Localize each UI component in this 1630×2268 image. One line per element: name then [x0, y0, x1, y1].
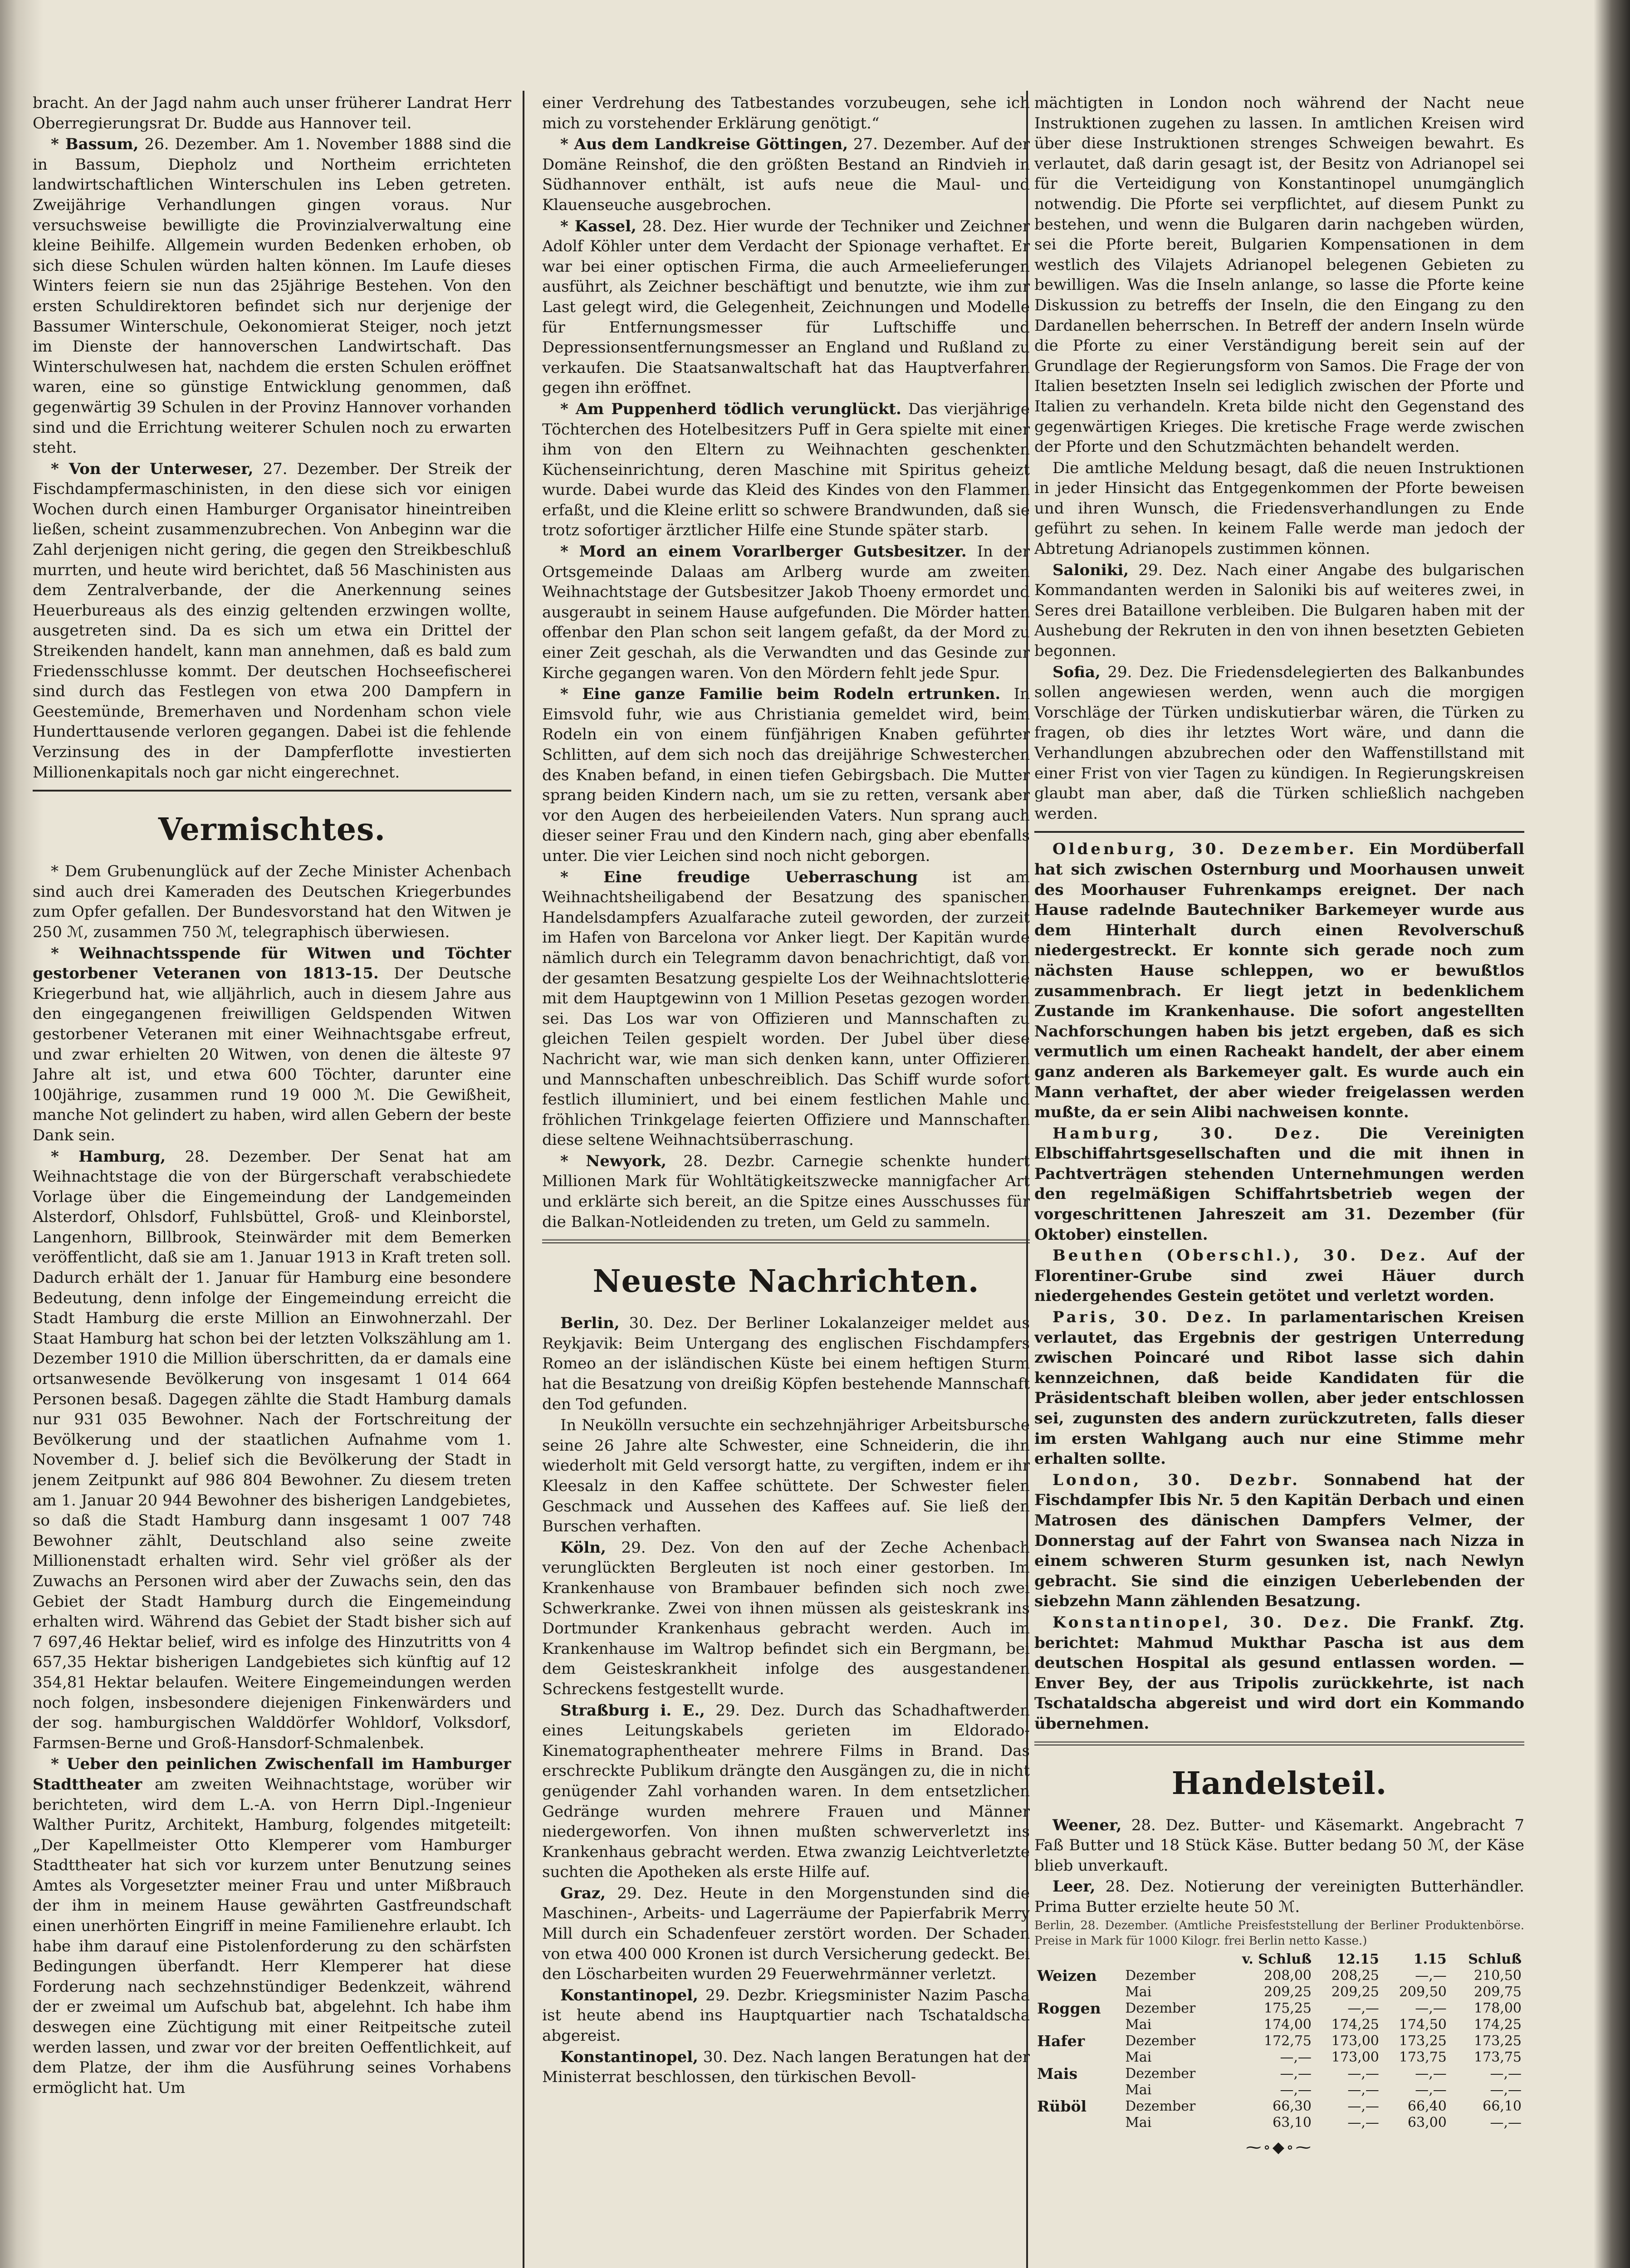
market-price: 63,10: [1273, 2115, 1312, 2131]
column-1: [33, 93, 511, 2268]
article-dateline: Leer,: [1052, 1877, 1096, 1896]
market-header-cell: 12.15: [1336, 1951, 1379, 1968]
market-price: 208,00: [1264, 1968, 1312, 1984]
article-text: In Eimsvold fuhr, wie aus Christiania gemeldet wird, beim Rodeln ein von einem fünfjährigen Knaben geführter Schlitten, auf dem sich noch das dreijährige Schwesterchen des Knaben befand, in einen tiefen Gebirgsbach. Die Mutter sprang beiden Kindern nach, um sie zu retten, versank aber vor den Augen des herbeieilenden Vaters. Nun sprang auch dieser seiner Frau und den Kindern nach, ging aber ebenfalls unter. Die vier Leichen sind noch nicht geborgen.: [542, 685, 1030, 865]
article-text: 28. Dezember. Der Senat hat am Weihnachtstage die von der Bürgerschaft verabschiedete Vorlage über die Eingemeindung der Landgemeinden Alsterdorf, Ohlsdorf, Fuhlsbüttel, Groß- und Kleinborstel, Langenhorn, Billbrook, Steinwärder mit dem Bemerken veröffentlicht, daß sie am 1. Januar 1913 in Kraft treten soll. Dadurch erhält der 1. Januar für Hamburg eine besondere Bedeutung, denn infolge der Eingemeindung erreicht die Stadt Hamburg die erste Million an Einwohnerzahl. Der Staat Hamburg hat schon bei der letzten Volkszählung am 1. Dezember 1910 die Million überschritten, da er damals eine ortsanwesende Bevölkerung von insgesamt 1 014 664 Personen besaß. Dagegen zählte die Stadt Hamburg damals nur 931 035 Bewohner. Nach der Fortschreitung der Bevölkerung und der staatlichen Aufnahme vom 1. November d. J. belief sich die Bevölkerung der Stadt in jenem Zeitpunkt auf 986 804 Bewohner. Zu diesem treten am 1. Januar 20 944 Bewohner des bisherigen Landgebietes, so daß die Stadt Hamburg dann insgesamt 1 007 748 Bewohner zählt, Deutschland also seine zweite Millionenstadt erhalten wird. Sehr viel größer als der Zuwachs an Personen wird aber der Zuwachs sein, den das Gebiet der Stadt Hamburg durch die Eingemeindung erhalten wird. Während das Gebiet der Stadt bisher sich auf 7 697,46 Hektar belief, wird es infolge des Hinzutritts von 4 657,35 Hektar bisherigen Landgebietes sich künftig auf 12 354,81 Hektar belaufen. Weitere Eingemeindungen werden noch folgen, insbesondere diejenigen Finkenwärders und der sog. hamburgischen Walddörfer Wohldorf, Volksdorf, Farmsen-Berne und Groß-Hansdorf-Schmalenbek.: [33, 1147, 511, 1752]
article: [542, 1701, 1030, 1882]
market-price: 208,25: [1331, 1968, 1379, 1984]
article-dateline: Sofia,: [1052, 663, 1101, 681]
article-text: In Neukölln versuchte ein sechzehnjähriger Arbeitsbursche seine 26 Jahre alte Schwester, eine Schneiderin, die ihn wiederholt mit Geld versorgt hatte, zu vergiften, indem er ihr Kleesalz in den Kaffee schüttete. Der Schwester fielen Geschmack und Aussehen des Kaffees auf. Sie ließ den Burschen verhaften.: [542, 1416, 1030, 1536]
article-text: Ein Mordüberfall hat sich zwischen Osternburg und Moorhausen unweit des Moorhauser Fuhrenkamps ereignet. Der nach Hause radelnde Bautechniker Barkemeyer wurde aus dem Hinterhalt durch einen Revolverschuß niedergestreckt. Er konnte sich gerade noch zum nächsten Hause schleppen, wo er bewußtlos zusammenbrach. Er liegt jetzt in bedenklichem Zustande im Krankenhause. Die sofort angestellten Nachforschungen haben bis jetzt ergeben, daß es sich vermutlich um einen Racheakt handelt, der aber einem ganz anderen als Barkemeyer galt. Es wurde auch ein Mann verhaftet, der aber wieder freigelassen werden mußte, da er sein Alibi nachweisen konnte.: [1034, 840, 1524, 1122]
market-row: [1034, 1968, 1524, 1984]
article-text: Sonnabend hat der Fischdampfer Ibis Nr. 5 den Kapitän Derbach und einen Matrosen des dänischen Dampfers Velmer, der Donnerstag auf der Fahrt von Swansea nach Nizza in einem schweren Sturm gesunken ist, nach Newlyn gebracht. Sie sind die einzigen Ueberlebenden der siebzehn Mann zählenden Besatzung.: [1034, 1471, 1524, 1611]
article-text: In parlamentarischen Kreisen verlautet, das Ergebnis der gestrigen Unterredung zwischen Poincaré und Ribot lasse sich dahin kennzeichnen, daß beide Kandidaten für die Präsidentschaft bleiben wollen, aber jeder entschlossen sei, zugunsten des andern zurückzutreten, falls dieser im ersten Wahlgang auch nur eine Stimme mehr erhalten sollte.: [1034, 1308, 1524, 1468]
market-price: 173,75: [1474, 2049, 1522, 2066]
article: [542, 216, 1030, 398]
market-price: 209,25: [1331, 1984, 1379, 2000]
article: [33, 459, 511, 783]
article: [33, 134, 511, 458]
article-dateline: * Eine ganze Familie beim Rodeln ertrunken.: [560, 685, 1001, 704]
article-dateline: Weener,: [1052, 1816, 1122, 1834]
article-dateline: Konstantinopel,: [560, 1986, 698, 2004]
article: [1034, 1307, 1524, 1469]
market-commodity: [1034, 1984, 1122, 2000]
article: [1034, 1877, 1524, 1917]
market-price: —,—: [1347, 2098, 1379, 2115]
market-commodity: [1034, 2049, 1122, 2066]
article: [542, 1151, 1030, 1232]
article-dateline: Saloniki,: [1052, 561, 1129, 579]
market-header-cell: Schluß: [1468, 1951, 1522, 1968]
market-delivery-month: Dezember: [1125, 2000, 1196, 2017]
article-dateline: Graz,: [560, 1884, 606, 1902]
article-dateline: * Eine freudige Ueberraschung: [560, 868, 918, 886]
market-price: —,—: [1490, 2066, 1522, 2082]
article-text: In der Ortsgemeinde Dalaas am Arlberg wurde am zweiten Weihnachtstage der Gutsbesitzer Jakob Thoeny ermordet und ausgeraubt in seinem Hause aufgefunden. Die Mörder hatten offenbar den Plan schon seit langem gefaßt, da der Mord zu einer Zeit geschah, als die Verwandten und das Gesinde zur Kirche gegangen waren. Von den Mördern fehlt jede Spur.: [542, 543, 1030, 682]
article-text: 30. Dez. Der Berliner Lokalanzeiger meldet aus Reykjavik: Beim Untergang des englischen Fischdampfers Romeo an der isländischen Küste bei einem heftigen Sturm hat die Besatzung von dreißig Köpfen bestehende Mannschaft den Tod gefunden.: [542, 1314, 1030, 1413]
column-2: [542, 93, 1030, 2268]
article-text: 28. Dez. Butter- und Käsemarkt. Angebracht 7 Faß Butter und 18 Stück Käse. Butter bedang 50 ℳ, der Käse blieb unverkauft.: [1034, 1816, 1524, 1875]
article-dateline: * Mord an einem Vorarlberger Gutsbesitzer.: [560, 543, 967, 561]
article-dateline: Oldenburg, 30. Dezember.: [1052, 840, 1357, 859]
market-price: 173,25: [1474, 2033, 1522, 2049]
article-dateline: * Von der Unterweser,: [51, 459, 254, 478]
market-price: 66,40: [1407, 2098, 1447, 2115]
article: [1034, 1613, 1524, 1734]
market-price: —,—: [1280, 2049, 1312, 2066]
article-text: Auf der Florentiner-Grube sind zwei Häuer durch niedergehendes Gestein getötet und verletzt worden.: [1034, 1246, 1524, 1305]
article-text: bracht. An der Jagd nahm auch unser früherer Landrat Herr Oberregierungsrat Dr. Budde aus Hannover teil.: [33, 94, 511, 132]
market-price: —,—: [1415, 2000, 1447, 2017]
market-price: —,—: [1415, 2066, 1447, 2082]
market-price: —,—: [1347, 2066, 1379, 2082]
article-text: 28. Dezbr. Carnegie schenkte hundert Millionen Mark für Wohltätigkeitszwecke mannigfacher Art und erklärte sich bereit, an die Spitze eines Ausschusses für die Balkan-Notleidenden zu treten, um Geld zu sammeln.: [542, 1152, 1030, 1231]
article-dateline: Konstantinopel, 30. Dez.: [1052, 1613, 1351, 1632]
article: [1034, 1124, 1524, 1245]
market-table-body: [1034, 1968, 1524, 2131]
article: [542, 399, 1030, 541]
market-price: —,—: [1415, 1968, 1447, 1984]
market-row: [1034, 1984, 1524, 2000]
market-row: [1034, 2115, 1524, 2131]
market-delivery-month: Mai: [1125, 2115, 1152, 2131]
market-row: [1034, 2098, 1524, 2115]
market-price: 209,25: [1264, 1984, 1312, 2000]
article: [542, 542, 1030, 683]
market-price: —,—: [1490, 2115, 1522, 2131]
article-text: * Dem Grubenunglück auf der Zeche Minister Achenbach sind auch drei Kameraden des Deutschen Kriegerbundes zum Opfer gefallen. Der Bundesvorstand hat den Witwen je 250 ℳ, zusammen 750 ℳ, telegraphisch überwiesen.: [33, 862, 511, 941]
article-dateline: * Newyork,: [560, 1152, 666, 1170]
market-price: 66,30: [1273, 2098, 1312, 2115]
market-commodity: [1034, 2115, 1122, 2131]
market-price: 173,75: [1399, 2049, 1447, 2066]
article-dateline: Hamburg, 30. Dez.: [1052, 1124, 1323, 1143]
article: [542, 2047, 1030, 2087]
article-text: Die Frankf. Ztg. berichtet: Mahmud Mukthar Pascha ist aus dem deutschen Hospital als gesund entlassen worden. — Enver Bey, der aus Tripolis zurückkehrte, ist nach Tschataldscha abgereist und wird dort ein Kommando übernehmen.: [1034, 1613, 1524, 1733]
article: [33, 943, 511, 1146]
article-dateline: London, 30. Dezbr.: [1052, 1471, 1301, 1489]
section-heading-vermischtes: Vermischtes.: [158, 811, 386, 848]
article-dateline: Straßburg i. E.,: [560, 1701, 705, 1720]
article-text: 29. Dez. Nach einer Angabe des bulgarischen Kommandanten werden in Saloniki bis auf weiteres zwei, in Seres drei Bataillone verbleiben. Die Bulgaren haben mit der Aushebung der Rekruten in den von ihnen besetzten Gebieten begonnen.: [1034, 561, 1524, 660]
article-text: einer Verdrehung des Tatbestandes vorzubeugen, sehe ich mich zu vorstehender Erklärung genötigt.“: [542, 94, 1030, 132]
market-row: [1034, 2000, 1524, 2017]
article-dateline: * Ueber den peinlichen Zwischenfall im Hamburger Stadttheater: [33, 1755, 511, 1794]
article-dateline: Konstantinopel,: [560, 2048, 698, 2066]
article-dateline: Berlin,: [560, 1314, 620, 1333]
market-price: 173,00: [1331, 2049, 1379, 2066]
article: [1034, 1246, 1524, 1306]
market-price: —,—: [1415, 2082, 1447, 2098]
market-header-cell: 1.15: [1413, 1951, 1447, 1968]
article-text: 29. Dez. Von den auf der Zeche Achenbach verunglückten Bergleuten ist noch einer gestorben. Im Krankenhause von Brambauer befinden sich noch zwei Schwerkranke. Zwei von ihnen müssen als geisteskrank ins Dortmunder Krankenhaus gebracht werden. Auch im Krankenhause im Waltrop befindet sich ein Bergmann, bei dem Geisteskrankheit infolge des ausgestandenen Schreckens festgestellt wurde.: [542, 1538, 1030, 1698]
market-price: 63,00: [1407, 2115, 1447, 2131]
article-text: 29. Dezbr. Kriegsminister Nazim Pascha ist heute abend ins Hauptquartier nach Tschataldscha abgereist.: [542, 1986, 1030, 2045]
market-price: 173,00: [1331, 2033, 1379, 2049]
market-row: [1034, 2017, 1524, 2033]
market-delivery-month: Dezember: [1125, 2098, 1196, 2115]
article-text: mächtigten in London noch während der Nacht neue Instruktionen zugehen zu lassen. In amtlichen Kreisen wird über diese Instruktionen strenges Schweigen bewahrt. Es verlautet, daß darin gesagt ist, der Besitz von Adrianopel sei für die Verteidigung von Konstantinopel unumgänglich notwendig. Die Pforte sei verpflichtet, auf diesem Punkt zu bestehen, und wenn die Bulgaren darin nachgeben würden, sei die Pforte bereit, Bulgarien Kompensationen in dem westlich des Vilajets Adrianopel belegenen Gebieten zu bewilligen. Was die Inseln anlange, so lasse die Pforte keine Diskussion zu betreffs der Inseln, die den Eingang zu den Dardanellen beherrschen. In Betreff der andern Inseln würde die Pforte zu einer Verständigung bereit sein auf der Grundlage der Regierungsform von Samos. Die Frage der von Italien besetzten Inseln sei lediglich zwischen der Pforte und Italien zu verhandeln. Kreta bilde nicht den Gegenstand des gegenwärtigen Krieges. Die kretische Frage werde zwischen der Pforte und den Schutzmächten behandelt werden.: [1034, 94, 1524, 456]
market-commodity: [1034, 2082, 1122, 2098]
article-dateline: * Hamburg,: [51, 1147, 166, 1166]
market-delivery-month: Mai: [1125, 1984, 1152, 2000]
market-table-header: [1034, 1951, 1524, 1968]
article-dateline: * Weihnachtsspende für Witwen und Töchter gestorbener Veteranen von 1813-15.: [33, 944, 511, 983]
article: [542, 684, 1030, 866]
article-text: Der Deutsche Kriegerbund hat, wie alljährlich, auch in diesem Jahre aus den eingegangenen freiwilligen Geldspenden Witwen gestorbener Veteranen mit einer Weihnachtsgabe erfreut, und zwar erhielten 20 Witwen, von denen die älteste 97 Jahre alt ist, und etwa 600 Töchter, darunter eine 100jährige, zusammen rund 19 000 ℳ. Die Gewißheit, manche Not gelindert zu haben, wird allen Gebern der beste Dank sein.: [33, 964, 511, 1144]
article: [33, 1147, 511, 1754]
section-divider: [542, 1239, 1030, 1243]
market-price: 209,75: [1474, 1984, 1522, 2000]
market-commodity: Hafer: [1037, 2032, 1085, 2050]
article-text: 28. Dez. Hier wurde der Techniker und Zeichner Adolf Köhler unter dem Verdacht der Spionage verhaftet. Er war bei einer optischen Firma, die auch Armeelieferungen ausführt, als Zeichner beschäftigt und benutzte, wie ihm zur Last gelegt wird, die Gelegenheit, Zeichnungen und Modelle für Entfernungsmesser für Luftschiffe und Depressionsentfernungsmesser an England und Rußland zu verkaufen. Die Staatsanwaltschaft hat das Hauptverfahren gegen ihn eröffnet.: [542, 217, 1030, 397]
article-dateline: * Am Puppenherd tödlich verunglückt.: [560, 400, 901, 418]
market-price: —,—: [1347, 2000, 1379, 2017]
market-price: 209,50: [1399, 1984, 1447, 2000]
article-text: ist am Weihnachtsheiligabend der Besatzung des spanischen Handelsdampfers Azualfarache zuteil geworden, der zurzeit im Hafen von Barcelona vor Anker liegt. Der Kapitän wurde nämlich durch ein Telegramm davon benachrichtigt, daß von der gesamten Besatzung gespielte Los der Weihnachtslotterie mit dem Hauptgewinn von 1 Million Pesetas gezogen worden sei. Das Los war von Offizieren und Mannschaften zu gleichen Teilen gespielt worden. Der Jubel über diese Nachricht war, wie man sich denken kann, unter Offizieren und Mannschaften unbeschreiblich. Das Schiff wurde sofort festlich illuminiert, und bei einem festlichen Mahle und fröhlichen Trinkgelage feierten Offiziere und Mannschaften diese seltene Weihnachtsüberraschung.: [542, 868, 1030, 1149]
market-header-cell: v. Schluß: [1242, 1951, 1312, 1968]
market-row: [1034, 2066, 1524, 2082]
article-text: 26. Dezember. Am 1. November 1888 sind die in Bassum, Diepholz und Northeim errichteten landwirtschaftlichen Winterschulen ins Leben getreten. Zweijährige Verhandlungen gingen voraus. Nur versuchsweise bewilligte die Provinzialverwaltung eine kleine Beihilfe. Allgemein wurden Bedenken erhoben, ob sich diese Schulen würden halten können. Im Laufe dieses Winters feiern sie nun das 25jährige Bestehen. Von den ersten Schuldirektoren befindet sich nur derjenige der Bassumer Winterschule, Oekonomierat Steiger, noch jetzt im Dienste der hannoverschen Landwirtschaft. Das Winterschulwesen hat, nachdem die ersten Schulen eröffnet waren, eine so günstige Entwicklung genommen, daß gegenwärtig 39 Schulen in der Provinz Hannover vorhanden sind und die Errichtung weiterer Schulen noch zu erwarten steht.: [33, 135, 511, 457]
article: [542, 1883, 1030, 1984]
article: [1034, 560, 1524, 661]
article-dateline: * Kassel,: [560, 217, 636, 235]
market-price: —,—: [1490, 2082, 1522, 2098]
section-divider: [1034, 1741, 1524, 1745]
column-rule-1: [523, 91, 524, 2268]
section-heading-handelsteil: Handelsteil.: [1171, 1765, 1387, 1802]
market-commodity: Weizen: [1037, 1967, 1097, 1985]
market-commodity: Roggen: [1037, 1999, 1101, 2018]
market-price: —,—: [1280, 2082, 1312, 2098]
article: [542, 867, 1030, 1150]
article-dateline: * Bassum,: [51, 135, 139, 154]
article: [1034, 839, 1524, 1122]
market-price: 178,00: [1474, 2000, 1522, 2017]
grain-market-table: [1034, 1951, 1524, 2131]
article-text: Die Vereinigten Elbschiffahrtsgesellschaften und die mit ihnen in Pachtverträgen stehenden Unternehmungen werden den regelmäßigen Schiffahrtsbetrieb wegen der vorgeschrittenen Jahreszeit am 31. Dezember (für Oktober) einstellen.: [1034, 1124, 1524, 1244]
market-price: 174,00: [1264, 2017, 1312, 2033]
article: [542, 134, 1030, 215]
article: [542, 1313, 1030, 1414]
market-commodity: Rüböl: [1037, 2097, 1087, 2116]
article: [542, 1538, 1030, 1700]
market-price: —,—: [1347, 2082, 1379, 2098]
market-delivery-month: Mai: [1125, 2017, 1152, 2033]
article: [1034, 1815, 1524, 1876]
market-price: 174,25: [1474, 2017, 1522, 2033]
closing-ornament: ⁓∘◆∘⁓: [1246, 2138, 1313, 2157]
section-heading-neueste-nachrichten: Neueste Nachrichten.: [592, 1263, 979, 1300]
market-row: [1034, 2082, 1524, 2098]
market-price: 174,25: [1331, 2017, 1379, 2033]
section-divider: [33, 790, 511, 792]
article: [33, 1754, 511, 2098]
market-delivery-month: Dezember: [1125, 2033, 1196, 2049]
market-delivery-month: Mai: [1125, 2049, 1152, 2066]
scan-edge-right: [1594, 0, 1630, 2268]
market-delivery-month: Dezember: [1125, 2066, 1196, 2082]
article-dateline: Paris, 30. Dez.: [1052, 1308, 1234, 1327]
market-price: —,—: [1280, 2066, 1312, 2082]
market-row: [1034, 2049, 1524, 2066]
article-dateline: Beuthen (Oberschl.), 30. Dez.: [1052, 1246, 1428, 1265]
article-dateline: * Aus dem Landkreise Göttingen,: [560, 135, 848, 154]
market-price: 175,25: [1264, 2000, 1312, 2017]
market-price: 174,50: [1399, 2017, 1447, 2033]
market-price: 173,25: [1399, 2033, 1447, 2049]
market-delivery-month: Mai: [1125, 2082, 1152, 2098]
article-text: 27. Dezember. Auf der Domäne Reinshof, die den größten Bestand an Rindvieh in Südhannover enthält, ist aufs neue die Maul- und Klauenseuche ausgebrochen.: [542, 135, 1030, 214]
article-dateline: Köln,: [560, 1538, 606, 1557]
market-commodity: Mais: [1037, 2065, 1078, 2083]
article: [1034, 662, 1524, 824]
article-text: am zweiten Weihnachtstage, worüber wir berichteten, wird dem L.-A. von Herrn Dipl.-Ingenieur Walther Puritz, Architekt, Hamburg, folgendes mitgeteilt: „Der Kapellmeister Otto Klemperer vom Hamburger Stadttheater hat sich vor kurzem unter Benutzung seines Amtes als Vorgesetzter meiner Frau und unter Mißbrauch der ihm in meinem Hause gewährten Gastfreundschaft einen unerhörten Eingriff in meine Familienehre erlaubt. Ich habe ihm darauf eine Pistolenforderung zu den schärfsten Bedingungen überfandt. Herr Klemperer hat diese Forderung nach sechzehnstündiger Bedenkzeit, während der er zweimal um Aufschub bat, abgelehnt. Ich habe ihm deswegen eine Züchtigung mit einer Reitpeitsche zuteil werden lassen, und zwar vor der breiten Oeffentlichkeit, auf dem Platze, der ihm die Ausführung seines Vorhabens ermöglicht hat. Um: [33, 1775, 511, 2097]
market-price: 66,10: [1483, 2098, 1522, 2115]
article-text: 29. Dez. Die Friedensdelegierten des Balkanbundes sollen angewiesen werden, wenn auch die morgigen Vorschläge der Türken undiskutierbar wären, die Türken zu fragen, ob dies ihr letztes Wort wäre, und dann die Verhandlungen abzubrechen oder den Waffenstillstand mit einer Frist von vier Tagen zu kündigen. In Regierungskreisen glaubt man aber, daß die Türken schließlich nachgeben werden.: [1034, 663, 1524, 823]
market-price: 210,50: [1474, 1968, 1522, 1984]
market-price: —,—: [1347, 2115, 1379, 2131]
market-price: 172,75: [1264, 2033, 1312, 2049]
article-text: 28. Dez. Notierung der vereinigten Butterhändler. Prima Butter erzielte heute 50 ℳ.: [1034, 1877, 1524, 1916]
column-3: [1034, 93, 1524, 2268]
market-delivery-month: Dezember: [1125, 1968, 1196, 1984]
article: [1034, 1470, 1524, 1612]
market-header-cell: [1122, 1951, 1219, 1968]
article-text: 29. Dez. Heute in den Morgenstunden sind die Maschinen-, Arbeits- und Lagerräume der Papierfabrik Merry Mill durch ein Schadenfeuer zerstört worden. Der Schaden von etwa 400 000 Kronen ist durch Versicherung gedeckt. Bei den Löscharbeiten wurden 29 Feuerwehrmänner verletzt.: [542, 1884, 1030, 1984]
article-text: 30. Dez. Nach langen Beratungen hat der Ministerrat beschlossen, den türkischen Bevoll-: [542, 2048, 1030, 2087]
article-text: Das vierjährige Töchterchen des Hotelbesitzers Puff in Gera spielte mit einer ihm von den Eltern zu Weihnachten geschenkten Küchenseinrichtung, deren Maschine mit Spiritus geheizt wurde. Dabei wurde das Kleid des Kindes von den Flammen erfaßt, und die Kleine erlitt so schwere Brandwunden, daß sie trotz sofortiger ärztlicher Hilfe eine Stunde später starb.: [542, 400, 1030, 540]
market-report-note: Berlin, 28. Dezember. (Amtliche Preisfeststellung der Berliner Produktenbörse. Preise in Mark für 1000 Kilogr. frei Berlin netto Kasse.): [1034, 1919, 1524, 1948]
market-row: [1034, 2033, 1524, 2049]
article: [542, 1985, 1030, 2046]
article-text: 27. Dezember. Der Streik der Fischdampfermaschinisten, in den diese sich vor einigen Wochen durch einen Hamburger Organisator hineintreiben ließen, scheint zusammenzubrechen. Von Anbeginn war die Zahl derjenigen nicht gering, die gegen den Streikbeschluß murrten, und heute wird berichtet, daß 56 Maschinisten aus dem Zentralverbande, der die Anerkennung seines Heuerbureaus als des einzig geltenden erzwingen wollte, ausgetreten sind. Da es sich um etwa ein Drittel der Streikenden handelt, kann man annehmen, daß es bald zum Friedensschlusse kommt. Der deutschen Hochseefischerei sind durch das Festlegen von etwa 200 Dampfern in Geestemünde, Bremerhaven und Nordenham schon viele Hunderttausende verloren gegangen. Dabei ist die fehlende Verzinsung des in der Dampferflotte investierten Millionenkapitals noch gar nicht eingerechnet.: [33, 459, 511, 782]
section-divider: [1034, 831, 1524, 833]
article-text: Die amtliche Meldung besagt, daß die neuen Instruktionen in jeder Hinsicht das Entgegenkommen der Pforte beweisen und ihren Wunsch, die Friedensverhandlungen zu Ende geführt zu sehen. In keinem Falle werde man jedoch der Abtretung Adrianopels zustimmen können.: [1034, 459, 1524, 558]
market-header-cell: [1034, 1951, 1122, 1968]
article-text: 29. Dez. Durch das Schadhaftwerden eines Leitungskabels gerieten im Eldorado-Kinematographentheater mehrere Films in Brand. Das erschreckte Publikum drängte den Ausgängen zu, die in nicht genügender Zahl vorhanden waren. In dem entsetzlichen Gedränge wurden mehrere Frauen und Männer niedergeworfen. Von ihnen mußten schwerverletzt ins Krankenhaus gebracht werden. Etwa zwanzig Leichtverletzte suchten die Apotheken als erste Hilfe auf.: [542, 1701, 1030, 1882]
market-commodity: [1034, 2017, 1122, 2033]
